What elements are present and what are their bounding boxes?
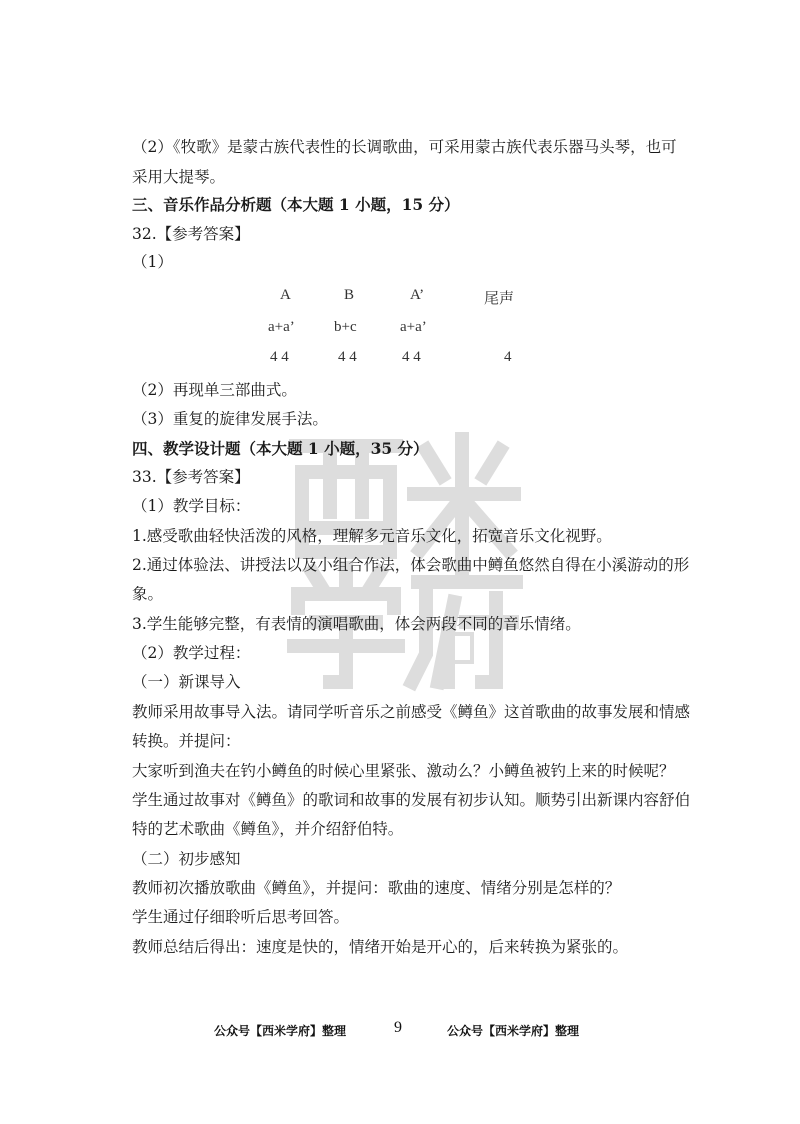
text-line: 教师初次播放歌曲《鳟鱼》，并提问：歌曲的速度、情绪分别是怎样的？ bbox=[132, 879, 621, 897]
text-line: 3.学生能够完整，有表情的演唱歌曲，体会两段不同的音乐情绪。 bbox=[132, 615, 581, 633]
section-heading: 四、教学设计题（本大题 1 小题，35 分） bbox=[132, 439, 429, 458]
text-line: 学生通过故事对《鳟鱼》的歌词和故事的发展有初步认知。顺势引出新课内容舒伯 bbox=[132, 791, 691, 809]
form-bar-count: 4 4 bbox=[338, 349, 357, 365]
text-line: 转换。并提问： bbox=[132, 732, 241, 750]
text-line: （2）《牧歌》是蒙古族代表性的长调歌曲，可采用蒙古族代表乐器马头琴，也可 bbox=[132, 138, 677, 156]
text-line: 教师总结后得出：速度是快的，情绪开始是开心的，后来转换为紧张的。 bbox=[132, 938, 629, 956]
form-section-label: B bbox=[344, 287, 355, 303]
text-line: 采用大提琴。 bbox=[132, 168, 226, 186]
text-line: （2）教学过程： bbox=[132, 644, 251, 662]
text-line: （二）初步感知 bbox=[132, 850, 241, 868]
text-line: 学生通过仔细聆听后思考回答。 bbox=[132, 908, 350, 926]
footer-left: 公众号【西米学府】整理 bbox=[214, 1024, 347, 1038]
text-line: （2）再现单三部曲式。 bbox=[132, 381, 297, 399]
answer-label: 32.【参考答案】 bbox=[132, 225, 250, 243]
text-line: （3）重复的旋律发展手法。 bbox=[132, 410, 328, 428]
text-line: 1.感受歌曲轻快活泼的风格，理解多元音乐文化，拓宽音乐文化视野。 bbox=[132, 527, 612, 545]
text-line: （一）新课导入 bbox=[132, 673, 241, 691]
footer-right: 公众号【西米学府】整理 bbox=[447, 1024, 580, 1038]
page-number: 9 bbox=[394, 1019, 402, 1036]
form-bar-count: 4 4 bbox=[270, 349, 289, 365]
text-line: 特的艺术歌曲《鳟鱼》，并介绍舒伯特。 bbox=[132, 820, 404, 838]
text-line: （1）教学目标： bbox=[132, 497, 251, 515]
text-line: （1） bbox=[132, 253, 173, 271]
form-bar-count: 4 bbox=[504, 349, 512, 365]
section-heading: 三、音乐作品分析题（本大题 1 小题，15 分） bbox=[132, 195, 460, 214]
text-line: 教师采用故事导入法。请同学听音乐之前感受《鳟鱼》这首歌曲的故事发展和情感 bbox=[132, 703, 691, 721]
form-phrase-label: a+a’ bbox=[400, 319, 427, 335]
answer-label: 33.【参考答案】 bbox=[132, 468, 250, 486]
text-line: 2.通过体验法、讲授法以及小组合作法，体会歌曲中鳟鱼悠然自得在小溪游动的形 bbox=[132, 556, 690, 574]
form-section-label: A’ bbox=[410, 287, 425, 303]
text-line: 象。 bbox=[132, 585, 164, 603]
musical-form-table bbox=[262, 287, 562, 377]
form-phrase-label: a+a’ bbox=[268, 319, 295, 335]
form-section-label: 尾声 bbox=[484, 291, 515, 307]
form-phrase-label: b+c bbox=[334, 319, 357, 335]
form-bar-count: 4 4 bbox=[402, 349, 421, 365]
form-section-label: A bbox=[280, 287, 291, 303]
text-line: 大家听到渔夫在钓小鳟鱼的时候心里紧张、激动么？小鳟鱼被钓上来的时候呢？ bbox=[132, 762, 675, 780]
